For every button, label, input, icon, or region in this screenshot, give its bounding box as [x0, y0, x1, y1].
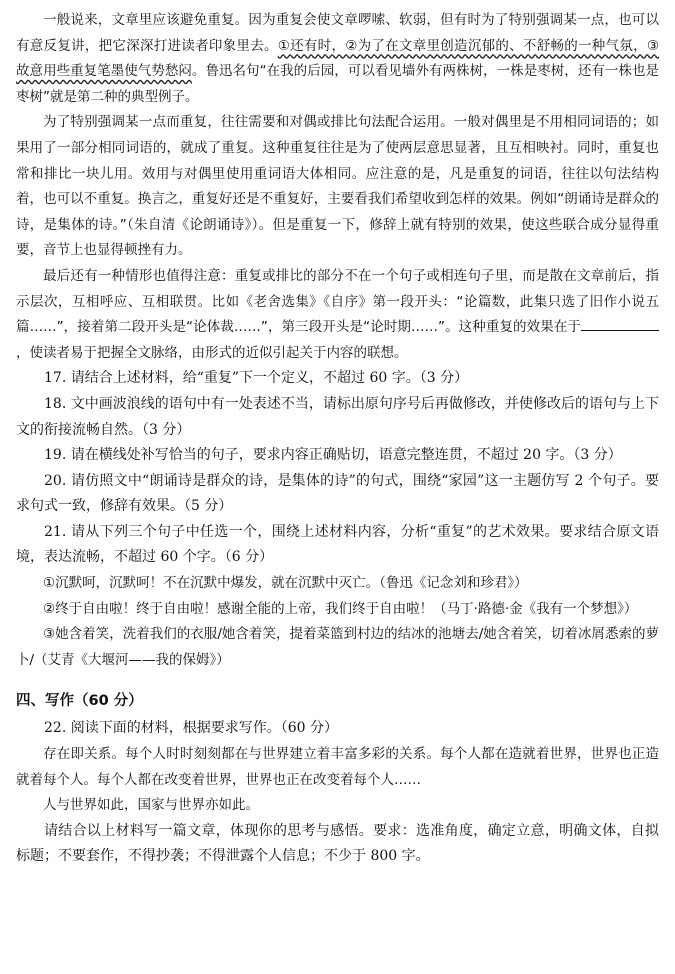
q21-option-2: ②终于自由啦！终于自由啦！感谢全能的上帝，我们终于自由啦！（马丁·路德·金《我有一个梦想》） [43, 600, 638, 617]
question-21: 21. 请从下列三个句子中任选一个，围绕上述材料内容，分析“重复”的艺术效果。要求结合原文语境，表达流畅，不超过 60 个字。（6 分） [16, 523, 659, 566]
passage-paragraph-2: 为了特别强调某一点而重复，往往需要和对偶或排比句法配合运用。一般对偶里是不用相同词语的；如果用了一部分相同词语的，就成了重复。这种重复往往是为了使两层意思显著，且互相映衬。同时，重复也常和排比一块儿用。效用与对偶里使用重词语大体相同。应注意的是，凡是重复的词语，往往以句法结构着，也可以不重复。换言之，重复好还是不重复好，主要看我们希望收到怎样的效果。例如“朗诵诗是群众的诗，是集体的诗。”（朱自清《论朗诵诗》）。但是重复一下，修辞上就有特别的效果，使这些联合成分显得重要，音节上也显得顿挫有力。 [16, 114, 659, 259]
section-heading-writing: 四、写作（60 分） [16, 693, 143, 710]
passage-p1-start: 一般说来，文章里应该避免重复。因为重复会使文章啰嗦、软弱，但有时为了特别强调某一点，也可以有意反复讲，把它深深打进读者印象里去。 [16, 12, 659, 54]
writing-material-2: 人与世界如此，国家与世界亦如此。 [43, 797, 259, 814]
wavy-underlined-sentence: ①还有时，②为了在文章里创造沉郁的、不舒畅的一种气氛，③故意用些重复笔墨使气势愁闷 [16, 37, 660, 80]
q21-option-3: ③她含着笑，洗着我们的衣服/她含着笑，提着菜篮到村边的结冰的池塘去/她含着笑，切着冰屑悉索的萝卜/（艾青《大堰河——我的保姆》） [16, 626, 659, 668]
passage-p3-before: 最后还有一种情形也值得注意：重复或排比的部分不在一个句子或相连句子里，而是散在文章前后，指示层次，互相呼应、互相联贯。比如《老舍选集》《自序》第一段开头：“论篇数，此集只选了旧作小说五篇……”，接着第二段开头是“论体裁……”，第三段开头是“论时期……”。这种重复的效果在于 [16, 267, 659, 336]
writing-requirement: 请结合以上材料写一篇文章，体现你的思考与感悟。要求：选准角度，确定立意，明确文体，自拟标题；不要套作，不得抄袭；不得泄露个人信息；不少于 800 字。 [16, 822, 659, 865]
passage-paragraph-3 [16, 264, 659, 366]
q21-option-1: ①沉默呵，沉默呵！不在沉默中爆发，就在沉默中灭亡。（鲁迅《记念刘和珍君》） [43, 575, 528, 592]
fill-in-blank-line[interactable] [581, 316, 659, 331]
question-18: 18. 文中画波浪线的语句中有一处表述不当，请标出原句序号后再做修改，并使修改后的语句与上下文的衔接流畅自然。（3 分） [16, 395, 659, 438]
question-17: 17. 请结合上述材料，给“重复”下一个定义，不超过 60 字。（3 分） [44, 370, 469, 387]
passage-p3-after: ，使读者易于把握全文脉络，由形式的近似引起关于内容的联想。 [16, 344, 408, 361]
writing-material-1: 存在即关系。每个人时时刻刻都在与世界建立着丰富多彩的关系。每个人都在造就着世界，世界也正造就着每个人。每个人都在改变着世界，世界也正在改变着每个人…… [16, 746, 659, 788]
passage-paragraph-1 [16, 8, 659, 110]
question-22: 22. 阅读下面的材料，根据要求写作。（60 分） [44, 720, 338, 737]
passage-p1-end: 。鲁迅名句“在我的后园，可以看见墙外有两株树，一株是枣树，还有一株也是枣树”就是第二种的典型例子。 [16, 63, 659, 105]
question-19: 19. 请在横线处补写恰当的句子，要求内容正确贴切，语意完整连贯，不超过 20 字。（3 分） [44, 447, 622, 464]
question-20: 20. 请仿照文中“朗诵诗是群众的诗，是集体的诗”的句式，围绕“家园”这一主题仿写 2 个句子。要求句式一致，修辞有效果。（5 分） [16, 472, 659, 515]
